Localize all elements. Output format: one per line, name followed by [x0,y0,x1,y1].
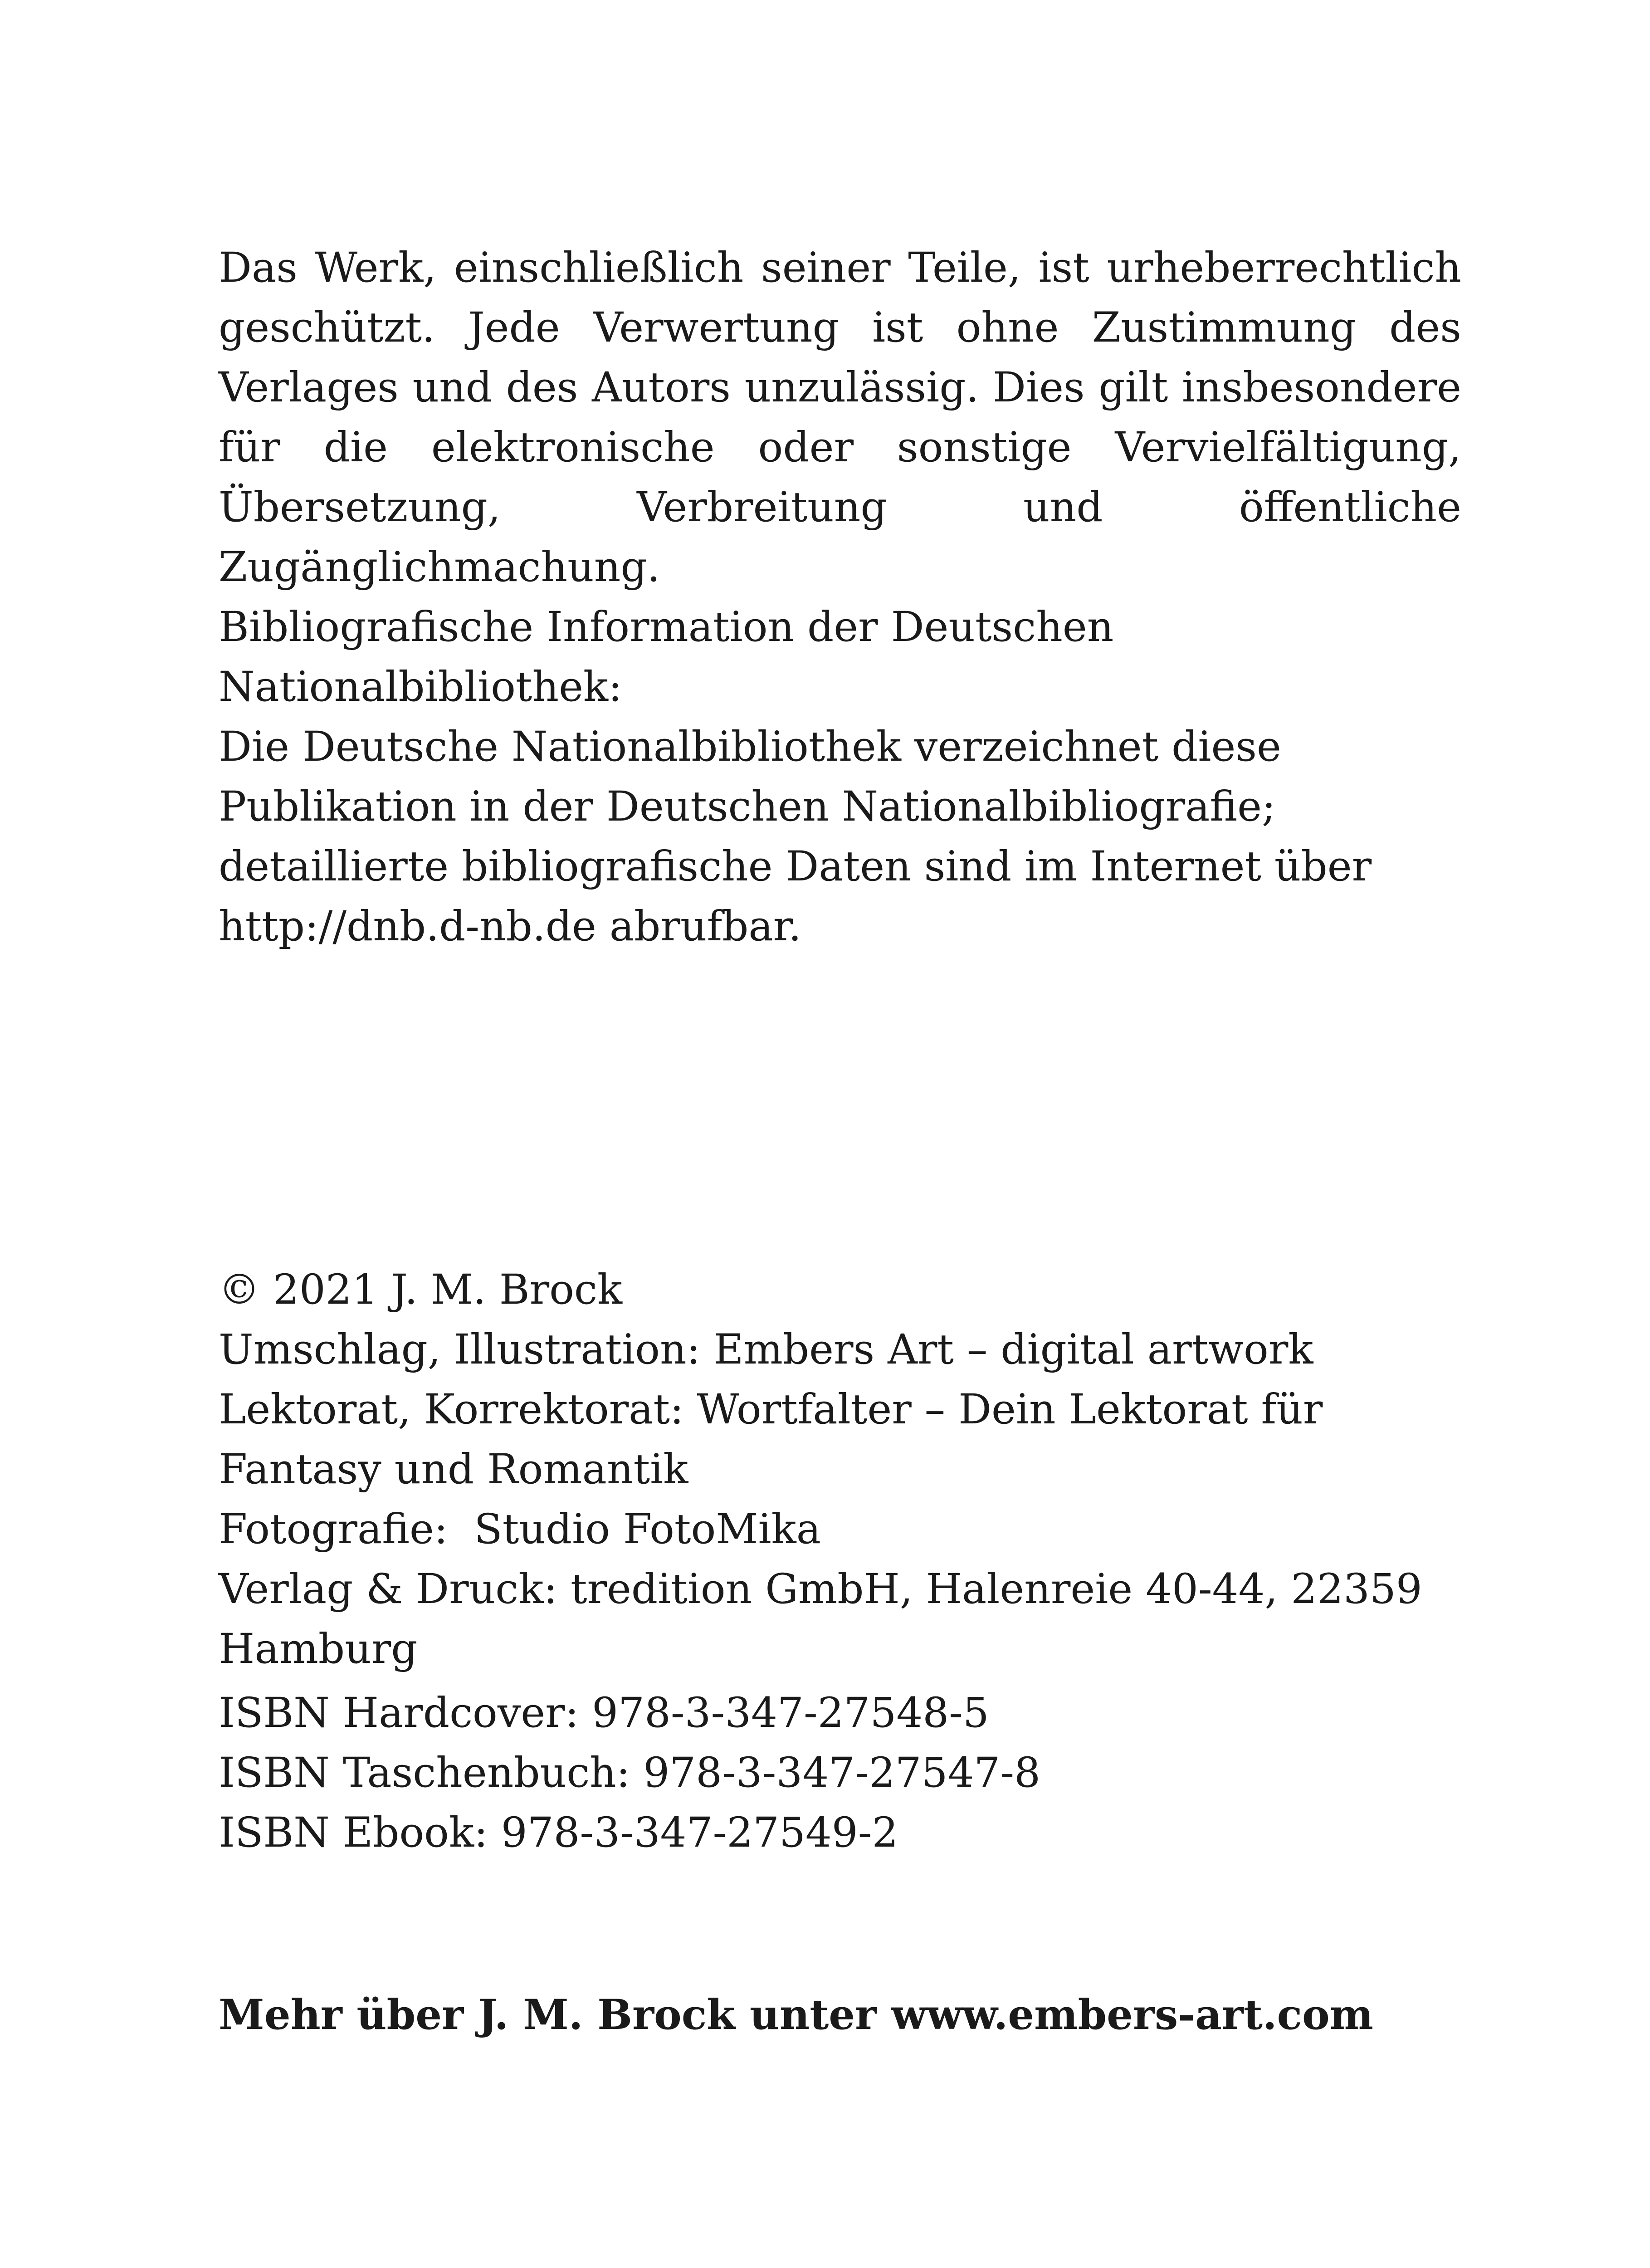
photography-line: Fotografie: Studio FotoMika [219,1505,821,1553]
editing-line: Lektorat, Korrektorat: Wortfalter – Dein Lektorat für [219,1386,1323,1433]
isbn-paperback: ISBN Taschenbuch: 978-3-347-27547-8 [219,1749,1041,1797]
author-website-line: Mehr über J. M. Brock unter www.embers-art.com [219,1991,1373,2039]
editing-line-continued: Fantasy und Romantik [219,1446,688,1493]
bibliographic-info-paragraph: Die Deutsche Nationalbibliothek verzeichnet diese Publikation in der Deutschen Nationalbibliografie; detaillierte bibliografische Daten sind im Internet über http://dnb.d-nb.de abrufbar. [219,723,1372,950]
author-website-block [219,1985,1461,2045]
legal-notice-block [219,238,1461,957]
isbn-hardcover: ISBN Hardcover: 978-3-347-27548-5 [219,1689,989,1737]
publisher-line: Verlag & Druck: tredition GmbH, Halenreie 40-44, 22359 Hamburg [219,1565,1422,1673]
copyright-line: © 2021 J. M. Brock [219,1266,623,1314]
isbn-ebook: ISBN Ebook: 978-3-347-27549-2 [219,1809,898,1857]
isbn-block [219,1683,1461,1863]
copyright-notice-paragraph: Das Werk, einschließlich seiner Teile, ist urheberrechtlich geschützt. Jede Verwertung ist ohne Zustimmung des Verlages und des Autors unzulässig. Dies gilt insbesondere für die elektronische oder sonstige Vervielfältigung, Übersetzung, Verbreitung und öffentliche Zugänglichmachung. [219,244,1461,591]
bibliographic-heading: Bibliografische Information der Deutschen Nationalbibliothek: [219,603,1114,711]
cover-illustration-line: Umschlag, Illustration: Embers Art – digital artwork [219,1326,1313,1374]
credits-block [219,1260,1461,1679]
